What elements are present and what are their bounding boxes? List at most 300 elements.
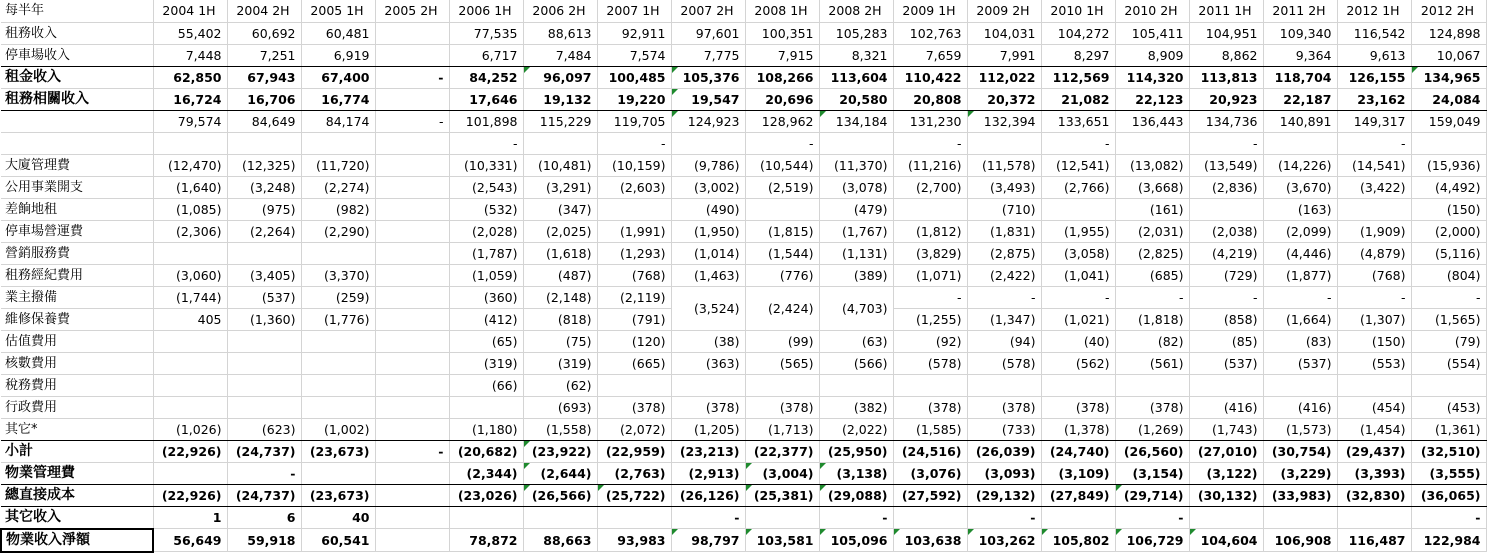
value-cell[interactable]: [301, 330, 375, 352]
value-cell[interactable]: [375, 88, 449, 110]
value-cell[interactable]: [375, 44, 449, 66]
value-cell[interactable]: [375, 352, 449, 374]
value-cell[interactable]: (3,002): [671, 176, 745, 198]
value-cell[interactable]: (479): [819, 198, 893, 220]
value-cell[interactable]: (29,132): [967, 484, 1041, 506]
value-cell[interactable]: [745, 506, 819, 529]
value-cell[interactable]: (4,219): [1189, 242, 1263, 264]
value-cell[interactable]: (22,959): [597, 440, 671, 462]
value-cell[interactable]: 133,651: [1041, 110, 1115, 132]
value-cell[interactable]: (554): [1411, 352, 1486, 374]
value-cell[interactable]: (1,877): [1263, 264, 1337, 286]
value-cell[interactable]: [375, 484, 449, 506]
header-cell[interactable]: 2007 1H: [597, 0, 671, 22]
row-label-cell[interactable]: 租務收入: [1, 22, 153, 44]
value-cell[interactable]: [375, 286, 449, 308]
value-cell[interactable]: (2,825): [1115, 242, 1189, 264]
value-cell[interactable]: (30,754): [1263, 440, 1337, 462]
value-cell[interactable]: (3,829): [893, 242, 967, 264]
value-cell[interactable]: 105,376: [671, 66, 745, 88]
value-cell[interactable]: 124,898: [1411, 22, 1486, 44]
value-cell[interactable]: 10,067: [1411, 44, 1486, 66]
value-cell[interactable]: (1,991): [597, 220, 671, 242]
value-cell[interactable]: (565): [745, 352, 819, 374]
value-cell[interactable]: 8,862: [1189, 44, 1263, 66]
value-cell[interactable]: 103,638: [893, 529, 967, 552]
value-cell[interactable]: (378): [597, 396, 671, 418]
value-cell[interactable]: [597, 374, 671, 396]
value-cell[interactable]: [301, 132, 375, 154]
value-cell[interactable]: (11,370): [819, 154, 893, 176]
value-cell[interactable]: (1,180): [449, 418, 523, 440]
value-cell[interactable]: (36,065): [1411, 484, 1486, 506]
value-cell[interactable]: [671, 132, 745, 154]
value-cell[interactable]: (1,360): [227, 308, 301, 330]
value-cell[interactable]: (768): [1337, 264, 1411, 286]
value-cell[interactable]: (2,306): [153, 220, 227, 242]
row-label-cell[interactable]: 租金收入: [1, 66, 153, 88]
value-cell[interactable]: 122,984: [1411, 529, 1486, 552]
header-cell-label[interactable]: 每半年: [1, 0, 153, 22]
value-cell[interactable]: (2,644): [523, 462, 597, 484]
row-label-cell[interactable]: 租務經紀費用: [1, 264, 153, 286]
value-cell[interactable]: [1189, 198, 1263, 220]
value-cell[interactable]: (82): [1115, 330, 1189, 352]
value-cell[interactable]: (2,274): [301, 176, 375, 198]
value-cell[interactable]: -: [1263, 286, 1337, 308]
value-cell[interactable]: [1041, 374, 1115, 396]
value-cell[interactable]: [375, 462, 449, 484]
value-cell[interactable]: 77,535: [449, 22, 523, 44]
value-cell[interactable]: (23,922): [523, 440, 597, 462]
value-cell[interactable]: (27,010): [1189, 440, 1263, 462]
header-cell[interactable]: 2008 1H: [745, 0, 819, 22]
row-label-cell[interactable]: [1, 132, 153, 154]
value-cell[interactable]: (120): [597, 330, 671, 352]
value-cell[interactable]: (1,618): [523, 242, 597, 264]
value-cell[interactable]: [597, 506, 671, 529]
value-cell[interactable]: (23,026): [449, 484, 523, 506]
value-cell[interactable]: (537): [1263, 352, 1337, 374]
value-cell[interactable]: (75): [523, 330, 597, 352]
value-cell[interactable]: [153, 462, 227, 484]
value-cell[interactable]: [375, 330, 449, 352]
value-cell[interactable]: [967, 132, 1041, 154]
value-cell[interactable]: (11,578): [967, 154, 1041, 176]
value-cell[interactable]: (33,983): [1263, 484, 1337, 506]
row-label-cell[interactable]: 停車場營運費: [1, 220, 153, 242]
value-cell[interactable]: (10,331): [449, 154, 523, 176]
value-cell[interactable]: (12,325): [227, 154, 301, 176]
value-cell[interactable]: (378): [1115, 396, 1189, 418]
value-cell[interactable]: 134,736: [1189, 110, 1263, 132]
value-cell[interactable]: [375, 529, 449, 552]
value-cell[interactable]: [819, 132, 893, 154]
value-cell[interactable]: 7,251: [227, 44, 301, 66]
value-cell[interactable]: (975): [227, 198, 301, 220]
value-cell[interactable]: 17,646: [449, 88, 523, 110]
value-cell[interactable]: [1189, 374, 1263, 396]
value-cell[interactable]: 106,729: [1115, 529, 1189, 552]
value-cell[interactable]: (66): [449, 374, 523, 396]
value-cell[interactable]: 105,411: [1115, 22, 1189, 44]
value-cell[interactable]: -: [1041, 132, 1115, 154]
value-cell[interactable]: [153, 352, 227, 374]
row-label-cell[interactable]: 其它收入: [1, 506, 153, 529]
value-cell[interactable]: (2,022): [819, 418, 893, 440]
value-cell[interactable]: 149,317: [1337, 110, 1411, 132]
header-cell[interactable]: 2012 1H: [1337, 0, 1411, 22]
value-cell[interactable]: 134,184: [819, 110, 893, 132]
value-cell[interactable]: (25,950): [819, 440, 893, 462]
value-cell[interactable]: (92): [893, 330, 967, 352]
value-cell[interactable]: (710): [967, 198, 1041, 220]
value-cell[interactable]: -: [1411, 286, 1486, 308]
value-cell[interactable]: (804): [1411, 264, 1486, 286]
value-cell[interactable]: (29,437): [1337, 440, 1411, 462]
value-cell[interactable]: 159,049: [1411, 110, 1486, 132]
value-cell[interactable]: -: [1041, 286, 1115, 308]
value-cell[interactable]: 55,402: [153, 22, 227, 44]
value-cell[interactable]: (2,766): [1041, 176, 1115, 198]
value-cell[interactable]: (1,573): [1263, 418, 1337, 440]
value-cell[interactable]: (25,722): [597, 484, 671, 506]
value-cell[interactable]: -: [1337, 132, 1411, 154]
value-cell[interactable]: (1,293): [597, 242, 671, 264]
value-cell[interactable]: [375, 418, 449, 440]
value-cell[interactable]: (1,463): [671, 264, 745, 286]
value-cell[interactable]: 405: [153, 308, 227, 330]
value-cell[interactable]: (453): [1411, 396, 1486, 418]
value-cell[interactable]: [967, 374, 1041, 396]
value-cell[interactable]: (553): [1337, 352, 1411, 374]
header-cell[interactable]: 2010 2H: [1115, 0, 1189, 22]
value-cell[interactable]: (454): [1337, 396, 1411, 418]
value-cell[interactable]: 106,908: [1263, 529, 1337, 552]
value-cell[interactable]: 84,174: [301, 110, 375, 132]
value-cell[interactable]: (1,205): [671, 418, 745, 440]
value-cell[interactable]: 9,613: [1337, 44, 1411, 66]
value-cell[interactable]: (63): [819, 330, 893, 352]
value-cell[interactable]: [375, 220, 449, 242]
value-cell[interactable]: [1263, 506, 1337, 529]
value-cell[interactable]: (22,377): [745, 440, 819, 462]
value-cell[interactable]: (566): [819, 352, 893, 374]
value-cell[interactable]: (3,154): [1115, 462, 1189, 484]
value-cell[interactable]: (23,673): [301, 484, 375, 506]
value-cell[interactable]: 60,692: [227, 22, 301, 44]
value-cell[interactable]: [375, 242, 449, 264]
value-cell[interactable]: 1: [153, 506, 227, 529]
value-cell[interactable]: 116,542: [1337, 22, 1411, 44]
value-cell[interactable]: (578): [893, 352, 967, 374]
value-cell[interactable]: (1,269): [1115, 418, 1189, 440]
value-cell[interactable]: [1337, 198, 1411, 220]
value-cell[interactable]: (378): [745, 396, 819, 418]
value-cell[interactable]: (3,060): [153, 264, 227, 286]
row-label-cell[interactable]: 行政費用: [1, 396, 153, 418]
value-cell[interactable]: 98,797: [671, 529, 745, 552]
value-cell[interactable]: (2,836): [1189, 176, 1263, 198]
value-cell[interactable]: [1337, 374, 1411, 396]
row-label-cell[interactable]: 差餉地租: [1, 198, 153, 220]
value-cell[interactable]: 115,229: [523, 110, 597, 132]
value-cell[interactable]: (3,555): [1411, 462, 1486, 484]
value-cell[interactable]: [1411, 132, 1486, 154]
value-cell[interactable]: 20,923: [1189, 88, 1263, 110]
value-cell[interactable]: 104,951: [1189, 22, 1263, 44]
value-cell[interactable]: 24,084: [1411, 88, 1486, 110]
value-cell[interactable]: (3,291): [523, 176, 597, 198]
value-cell[interactable]: -: [893, 286, 967, 308]
value-cell[interactable]: 8,297: [1041, 44, 1115, 66]
value-cell[interactable]: (1,776): [301, 308, 375, 330]
value-cell[interactable]: 21,082: [1041, 88, 1115, 110]
value-cell[interactable]: (2,031): [1115, 220, 1189, 242]
row-label-cell[interactable]: 其它*: [1, 418, 153, 440]
value-cell[interactable]: (1,950): [671, 220, 745, 242]
value-cell[interactable]: -: [671, 506, 745, 529]
value-cell[interactable]: 9,364: [1263, 44, 1337, 66]
value-cell[interactable]: (24,737): [227, 440, 301, 462]
value-cell[interactable]: [301, 352, 375, 374]
value-cell[interactable]: (818): [523, 308, 597, 330]
value-cell[interactable]: [893, 374, 967, 396]
value-cell[interactable]: (79): [1411, 330, 1486, 352]
value-cell[interactable]: 84,649: [227, 110, 301, 132]
value-cell[interactable]: (363): [671, 352, 745, 374]
value-cell[interactable]: [301, 242, 375, 264]
value-cell[interactable]: 136,443: [1115, 110, 1189, 132]
value-cell[interactable]: 7,991: [967, 44, 1041, 66]
value-cell[interactable]: (5,116): [1411, 242, 1486, 264]
header-cell[interactable]: 2009 2H: [967, 0, 1041, 22]
value-cell[interactable]: (1,378): [1041, 418, 1115, 440]
value-cell[interactable]: (378): [893, 396, 967, 418]
value-cell[interactable]: [375, 374, 449, 396]
value-cell[interactable]: (3,405): [227, 264, 301, 286]
value-cell[interactable]: [745, 198, 819, 220]
value-cell[interactable]: 88,663: [523, 529, 597, 552]
value-cell[interactable]: (3,138): [819, 462, 893, 484]
value-cell[interactable]: [1263, 132, 1337, 154]
header-cell[interactable]: 2004 2H: [227, 0, 301, 22]
value-cell[interactable]: -: [745, 132, 819, 154]
value-cell[interactable]: (29,714): [1115, 484, 1189, 506]
value-cell[interactable]: [1337, 506, 1411, 529]
value-cell[interactable]: (1,002): [301, 418, 375, 440]
value-cell[interactable]: 19,132: [523, 88, 597, 110]
value-cell[interactable]: (1,454): [1337, 418, 1411, 440]
value-cell[interactable]: [375, 22, 449, 44]
value-cell[interactable]: 97,601: [671, 22, 745, 44]
value-cell[interactable]: 101,898: [449, 110, 523, 132]
value-cell[interactable]: 79,574: [153, 110, 227, 132]
value-cell[interactable]: 119,705: [597, 110, 671, 132]
value-cell[interactable]: (1,361): [1411, 418, 1486, 440]
value-cell[interactable]: 8,321: [819, 44, 893, 66]
value-cell[interactable]: 78,872: [449, 529, 523, 552]
value-cell[interactable]: (1,021): [1041, 308, 1115, 330]
value-cell[interactable]: [301, 462, 375, 484]
header-cell[interactable]: 2004 1H: [153, 0, 227, 22]
value-cell[interactable]: (1,787): [449, 242, 523, 264]
value-cell[interactable]: 60,541: [301, 529, 375, 552]
value-cell[interactable]: 59,918: [227, 529, 301, 552]
value-cell[interactable]: 100,351: [745, 22, 819, 44]
value-cell[interactable]: 6: [227, 506, 301, 529]
value-cell[interactable]: (416): [1263, 396, 1337, 418]
value-cell[interactable]: [227, 242, 301, 264]
header-cell[interactable]: 2009 1H: [893, 0, 967, 22]
value-cell[interactable]: (1,544): [745, 242, 819, 264]
value-cell[interactable]: [227, 396, 301, 418]
value-cell[interactable]: (83): [1263, 330, 1337, 352]
value-cell[interactable]: 7,915: [745, 44, 819, 66]
value-cell[interactable]: [153, 396, 227, 418]
value-cell[interactable]: 8,909: [1115, 44, 1189, 66]
row-label-cell[interactable]: 維修保養費: [1, 308, 153, 330]
value-cell[interactable]: 7,448: [153, 44, 227, 66]
value-cell[interactable]: (537): [1189, 352, 1263, 374]
value-cell[interactable]: [375, 396, 449, 418]
value-cell[interactable]: (161): [1115, 198, 1189, 220]
value-cell[interactable]: -: [227, 462, 301, 484]
value-cell[interactable]: [449, 506, 523, 529]
value-cell[interactable]: (99): [745, 330, 819, 352]
value-cell[interactable]: (1,713): [745, 418, 819, 440]
header-cell[interactable]: 2012 2H: [1411, 0, 1486, 22]
value-cell[interactable]: (24,740): [1041, 440, 1115, 462]
value-cell[interactable]: 103,581: [745, 529, 819, 552]
value-cell[interactable]: (2,119): [597, 286, 671, 308]
value-cell[interactable]: (3,493): [967, 176, 1041, 198]
value-cell[interactable]: (23,213): [671, 440, 745, 462]
value-cell[interactable]: (416): [1189, 396, 1263, 418]
value-cell[interactable]: (3,393): [1337, 462, 1411, 484]
row-label-cell[interactable]: 物業管理費: [1, 462, 153, 484]
header-cell[interactable]: 2006 1H: [449, 0, 523, 22]
value-cell[interactable]: [745, 374, 819, 396]
value-cell[interactable]: 20,372: [967, 88, 1041, 110]
value-cell[interactable]: (3,093): [967, 462, 1041, 484]
value-cell[interactable]: 6,919: [301, 44, 375, 66]
value-cell[interactable]: [1411, 374, 1486, 396]
value-cell[interactable]: -: [1189, 132, 1263, 154]
value-cell[interactable]: [227, 330, 301, 352]
value-cell[interactable]: (22,926): [153, 440, 227, 462]
header-cell[interactable]: 2006 2H: [523, 0, 597, 22]
value-cell[interactable]: [301, 374, 375, 396]
value-cell[interactable]: 126,155: [1337, 66, 1411, 88]
value-cell[interactable]: -: [375, 66, 449, 88]
value-cell[interactable]: -: [819, 506, 893, 529]
value-cell[interactable]: (2,875): [967, 242, 1041, 264]
row-label-cell[interactable]: [1, 110, 153, 132]
value-cell[interactable]: [1041, 198, 1115, 220]
value-cell[interactable]: 84,252: [449, 66, 523, 88]
value-cell[interactable]: (1,255): [893, 308, 967, 330]
value-cell[interactable]: [153, 330, 227, 352]
value-cell[interactable]: 7,775: [671, 44, 745, 66]
value-cell[interactable]: (3,004): [745, 462, 819, 484]
value-cell[interactable]: (2,344): [449, 462, 523, 484]
value-cell[interactable]: (22,926): [153, 484, 227, 506]
value-cell[interactable]: [227, 132, 301, 154]
value-cell[interactable]: (32,830): [1337, 484, 1411, 506]
value-cell[interactable]: -: [967, 506, 1041, 529]
value-cell[interactable]: (1,815): [745, 220, 819, 242]
value-cell[interactable]: -: [449, 132, 523, 154]
value-cell[interactable]: (858): [1189, 308, 1263, 330]
value-cell[interactable]: 113,604: [819, 66, 893, 88]
value-cell[interactable]: 140,891: [1263, 110, 1337, 132]
value-cell[interactable]: (65): [449, 330, 523, 352]
value-cell[interactable]: 19,220: [597, 88, 671, 110]
value-cell[interactable]: 19,547: [671, 88, 745, 110]
value-cell[interactable]: (1,131): [819, 242, 893, 264]
row-label-cell[interactable]: 營銷服務費: [1, 242, 153, 264]
value-cell[interactable]: (13,549): [1189, 154, 1263, 176]
value-cell[interactable]: 22,187: [1263, 88, 1337, 110]
value-cell[interactable]: (347): [523, 198, 597, 220]
value-cell[interactable]: (1,812): [893, 220, 967, 242]
value-cell[interactable]: 105,096: [819, 529, 893, 552]
value-cell[interactable]: (2,422): [967, 264, 1041, 286]
value-cell[interactable]: (150): [1337, 330, 1411, 352]
value-cell[interactable]: (2,025): [523, 220, 597, 242]
value-cell[interactable]: (685): [1115, 264, 1189, 286]
value-cell[interactable]: 105,283: [819, 22, 893, 44]
value-cell[interactable]: (389): [819, 264, 893, 286]
value-cell[interactable]: (1,831): [967, 220, 1041, 242]
value-cell[interactable]: (2,424): [745, 286, 819, 330]
header-cell[interactable]: 2007 2H: [671, 0, 745, 22]
value-cell[interactable]: (1,307): [1337, 308, 1411, 330]
value-cell[interactable]: 40: [301, 506, 375, 529]
value-cell[interactable]: 102,763: [893, 22, 967, 44]
value-cell[interactable]: (38): [671, 330, 745, 352]
value-cell[interactable]: (32,510): [1411, 440, 1486, 462]
value-cell[interactable]: (1,085): [153, 198, 227, 220]
value-cell[interactable]: 124,923: [671, 110, 745, 132]
row-label-cell[interactable]: 小計: [1, 440, 153, 462]
value-cell[interactable]: (4,492): [1411, 176, 1486, 198]
value-cell[interactable]: (1,014): [671, 242, 745, 264]
value-cell[interactable]: (490): [671, 198, 745, 220]
header-cell[interactable]: 2011 2H: [1263, 0, 1337, 22]
value-cell[interactable]: [893, 506, 967, 529]
value-cell[interactable]: (11,216): [893, 154, 967, 176]
value-cell[interactable]: [819, 374, 893, 396]
value-cell[interactable]: [227, 374, 301, 396]
value-cell[interactable]: 20,808: [893, 88, 967, 110]
value-cell[interactable]: 56,649: [153, 529, 227, 552]
value-cell[interactable]: [449, 396, 523, 418]
value-cell[interactable]: 116,487: [1337, 529, 1411, 552]
row-label-cell[interactable]: 公用事業開支: [1, 176, 153, 198]
value-cell[interactable]: (665): [597, 352, 671, 374]
value-cell[interactable]: (3,076): [893, 462, 967, 484]
value-cell[interactable]: (24,737): [227, 484, 301, 506]
value-cell[interactable]: [227, 352, 301, 374]
value-cell[interactable]: (1,744): [153, 286, 227, 308]
row-label-cell[interactable]: 租務相關收入: [1, 88, 153, 110]
value-cell[interactable]: [523, 132, 597, 154]
value-cell[interactable]: (4,703): [819, 286, 893, 330]
value-cell[interactable]: [523, 506, 597, 529]
value-cell[interactable]: (3,370): [301, 264, 375, 286]
